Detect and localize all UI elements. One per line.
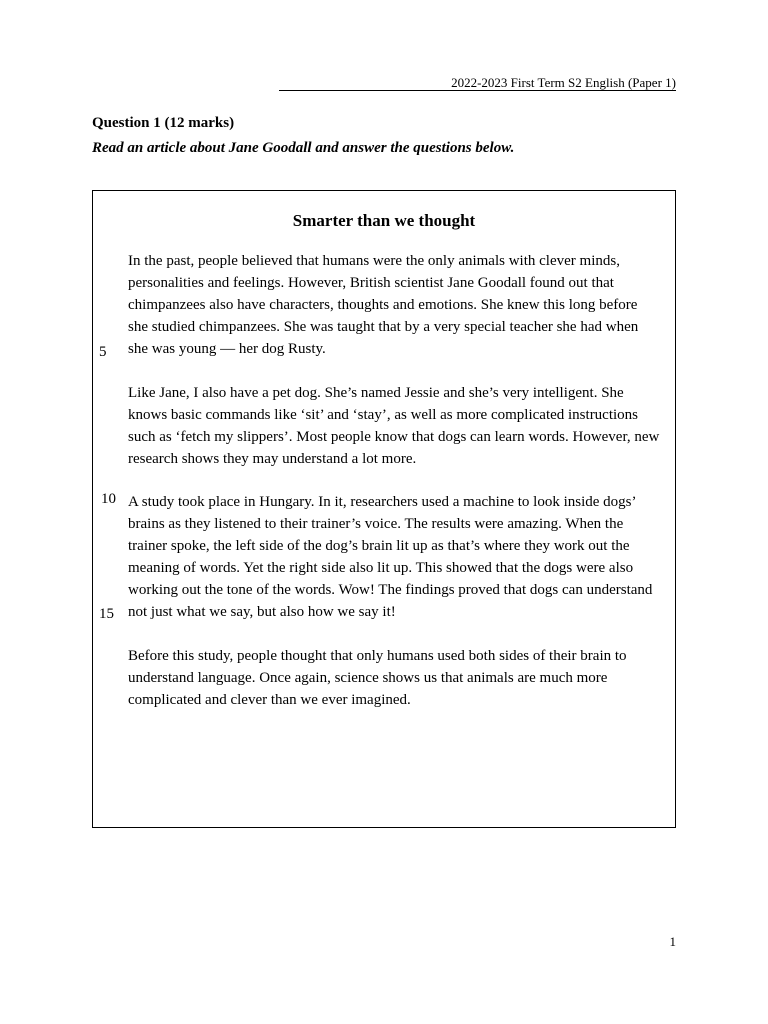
article-box [92, 190, 676, 828]
question-title: Question 1 (12 marks) [92, 115, 235, 131]
line-number-10: 10 [101, 491, 116, 507]
line-number-5: 5 [99, 344, 107, 360]
question-instruction: Read an article about Jane Goodall and answer the questions below. [92, 140, 515, 156]
article-paragraph-4: Before this study, people thought that only humans used both sides of their brain to understand language. Once again, science shows us that animals are much more complicated and clever than we ever imagined. [128, 648, 627, 708]
article-title: Smarter than we thought [292, 211, 476, 230]
page-number: 1 [669, 934, 676, 949]
exam-header: 2022-2023 First Term S2 English (Paper 1) [279, 76, 676, 91]
article-paragraph-1: In the past, people believed that humans were the only animals with clever minds, personalities and feelings. However, British scientist Jane Goodall found out that chimpanzees also have characters, thoughts and emotions. She knew this long before she studied chimpanzees. She was taught that by a very special teacher she had when she was young — her dog Rusty. [128, 253, 639, 357]
article-paragraph-2: Like Jane, I also have a pet dog. She’s named Jessie and she’s very intelligent. She knows basic commands like ‘sit’ and ‘stay’, as well as more complicated instructions such as ‘fetch my slippers’. Most people know that dogs can learn words. However, new research shows they may understand a lot more. [128, 385, 660, 467]
article-paragraph-3: A study took place in Hungary. In it, researchers used a machine to look inside dogs’ brains as they listened to their trainer’s voice. The results were amazing. When the trainer spoke, the left side of the dog’s brain lit up as that’s where they work out the meaning of words. Yet the right side also lit up. This showed that the dogs were also working out the tone of the words. Wow! The findings proved that dogs can understand not just what we say, but also how we say it! [128, 494, 653, 620]
line-number-15: 15 [99, 606, 114, 622]
